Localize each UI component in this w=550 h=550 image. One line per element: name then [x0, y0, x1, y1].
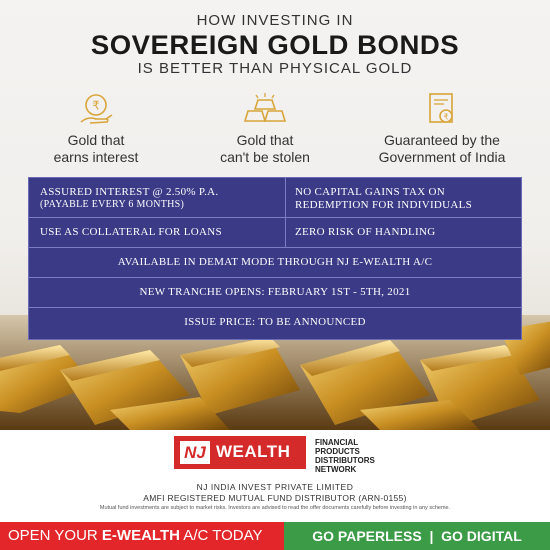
feature-label-2b: can't be stolen — [220, 149, 310, 165]
tagline-line: DISTRIBUTORS — [315, 456, 375, 465]
feature-label-1a: Gold that — [67, 132, 125, 148]
feature-label-2a: Gold that — [236, 132, 294, 148]
feature-guaranteed — [347, 92, 537, 166]
logo-word: WEALTH — [216, 442, 291, 461]
open-account-banner[interactable] — [0, 522, 284, 550]
panel-divider-vertical — [285, 178, 286, 247]
svg-text:₹: ₹ — [443, 112, 449, 122]
panel-divider — [29, 247, 521, 248]
banner-text-suffix: A/C TODAY — [179, 527, 263, 544]
gold-bars-icon — [241, 92, 289, 128]
go-digital-banner: GO PAPERLESS | GO DIGITAL — [284, 522, 550, 550]
headline-main: SOVEREIGN GOLD BONDS — [90, 30, 460, 60]
feature-label-3a: Guaranteed by the — [384, 132, 500, 148]
headline-line-3: IS BETTER THAN PHYSICAL GOLD — [137, 60, 413, 77]
logo-mark: NJ — [180, 441, 210, 464]
certificate-icon — [424, 92, 460, 128]
issue-price: ISSUE PRICE: TO BE ANNOUNCED — [184, 316, 366, 328]
benefit-no-capital-gains-2: REDEMPTION FOR INDIVIDUALS — [295, 199, 473, 211]
benefits-panel — [28, 177, 522, 340]
banner-text-prefix: OPEN YOUR — [8, 527, 102, 544]
tagline-line: FINANCIAL — [315, 438, 359, 447]
benefit-demat: AVAILABLE IN DEMAT MODE THROUGH NJ E-WEALTH A/C — [117, 256, 433, 268]
benefit-assured-interest: ASSURED INTEREST @ 2.50% P.A. — [40, 186, 219, 198]
banner-text-bold: E-WEALTH — [101, 527, 180, 544]
tagline-line: NETWORK — [315, 465, 357, 474]
company-registration: AMFI REGISTERED MUTUAL FUND DISTRIBUTOR (ARN-0155) — [143, 493, 407, 503]
benefit-collateral: USE AS COLLATERAL FOR LOANS — [40, 226, 222, 238]
headline-line-1: HOW INVESTING IN — [196, 12, 354, 29]
feature-earns-interest — [11, 92, 181, 166]
company-name: NJ INDIA INVEST PRIVATE LIMITED — [196, 482, 354, 492]
benefit-assured-interest-sub: (PAYABLE EVERY 6 MONTHS) — [40, 199, 185, 210]
tagline-line: PRODUCTS — [315, 447, 360, 456]
nj-wealth-logo — [174, 436, 306, 469]
feature-label-1b: earns interest — [53, 149, 139, 165]
benefit-zero-risk: ZERO RISK OF HANDLING — [295, 226, 436, 238]
rupee-coin-hand-icon — [76, 92, 116, 128]
tranche-dates: NEW TRANCHE OPENS: FEBRUARY 1ST - 5TH, 2021 — [139, 286, 411, 298]
benefit-no-capital-gains-1: NO CAPITAL GAINS TAX ON — [295, 186, 445, 198]
svg-text:₹: ₹ — [92, 98, 100, 113]
panel-divider — [29, 217, 521, 218]
feature-label-3b: Government of India — [378, 149, 506, 165]
feature-cant-be-stolen — [180, 92, 350, 166]
panel-divider — [29, 307, 521, 308]
disclaimer: Mutual fund investments are subject to market risks. Investors are advised to read the offer documents carefully before investing in any scheme. — [99, 505, 451, 511]
panel-divider — [29, 277, 521, 278]
logo-tagline — [315, 438, 375, 474]
